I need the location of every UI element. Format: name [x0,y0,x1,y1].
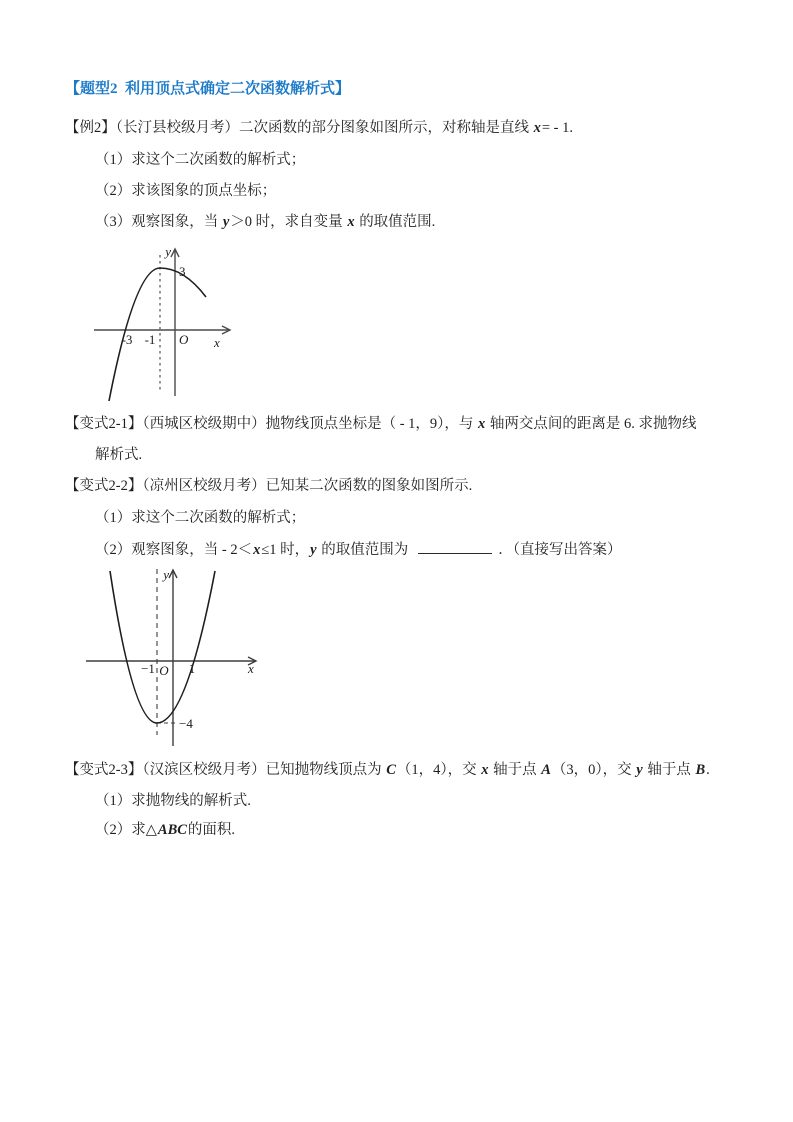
section-heading [65,79,350,99]
text-run: 的取值范围. [355,214,436,230]
text-run: （3）观察图象，当 [95,214,222,230]
text-run: ＞0 时，求自变量 [230,214,347,230]
math-var: y [222,214,230,230]
text-run: 轴于点 [489,762,541,778]
text-run: （1）求这个二次函数的解析式； [95,152,306,168]
text-run: （2）观察图象，当 - 2＜ [95,542,253,558]
origin-label: O [179,332,189,347]
variant22-q1 [95,508,305,528]
variant23-q1 [95,791,251,811]
y-axis-label: y [165,244,171,259]
text-run: 【变式2-2】（凉州区校级月考）已知某二次函数的图象如图所示. [65,478,473,494]
variant22-stem [65,476,472,496]
example2-stem [65,118,573,138]
variant23-stem [65,760,710,780]
math-var: x [481,762,489,778]
text-run: （1，4），交 [396,762,481,778]
text-run: （1）求抛物线的解析式. [95,793,251,809]
answer-blank [418,539,492,554]
origin-label: O [159,663,169,678]
parabola-curve [110,571,215,723]
math-var: x [478,416,486,432]
math-var: x [347,214,355,230]
text-run: ≤1 时， [261,542,310,558]
math-var: ABC [157,822,187,838]
example2-q3 [95,212,435,232]
example2-q2 [95,181,276,201]
text-run: 【例2】（长汀县校级月考）二次函数的部分图象如图所示，对称轴是直线 [65,120,533,136]
x-tick-neg1: −1 [141,661,155,676]
example2-q1 [95,150,305,170]
x-tick-neg1: -1 [144,332,156,347]
variant21-line1 [65,414,697,434]
text-run: 【题型2 利用顶点式确定二次函数解析式】 [65,81,351,97]
x-tick-1: 1 [188,661,196,676]
variant22-q2 [95,539,621,560]
x-tick-neg3: -3 [121,332,133,347]
text-run: （1）求这个二次函数的解析式； [95,510,306,526]
variant23-q2 [95,820,235,840]
y-tick-neg4: −4 [179,716,193,731]
math-var: x [533,120,541,136]
math-var: y [636,762,643,778]
math-var: x [253,542,261,558]
text-run: 【变式2-3】（汉滨区校级月考）已知抛物线顶点为 [65,762,386,778]
text-run: ．（直接写出答案） [498,542,622,558]
math-var: y [310,542,317,558]
text-run: 轴两交点间的距离是 6. 求抛物线 [486,416,697,432]
text-run: （2）求该图象的顶点坐标； [95,183,277,199]
y-axis-label: y [163,567,169,582]
text-run: （3，0），交 [551,762,636,778]
figure-parabola-variant22 [80,563,260,748]
x-axis-label: x [214,335,220,350]
text-run: 解析式. [95,447,143,463]
math-var: B [695,762,706,778]
math-var: C [386,762,396,778]
text-run: 轴于点 [643,762,695,778]
text-run: 【变式2-1】（西城区校级期中）抛物线顶点坐标是（ - 1，9），与 [65,416,478,432]
text-run: . [706,762,710,778]
math-var: A [541,762,551,778]
text-run: 的取值范围为 [317,542,409,558]
variant21-line2 [95,445,142,465]
figure-parabola-example2 [85,243,235,403]
text-run: （2）求△ [95,822,157,838]
text-run: 的面积. [187,822,236,838]
x-axis-label: x [248,661,254,676]
text-run: = - 1. [541,120,574,136]
y-tick-3: 3 [179,264,186,279]
